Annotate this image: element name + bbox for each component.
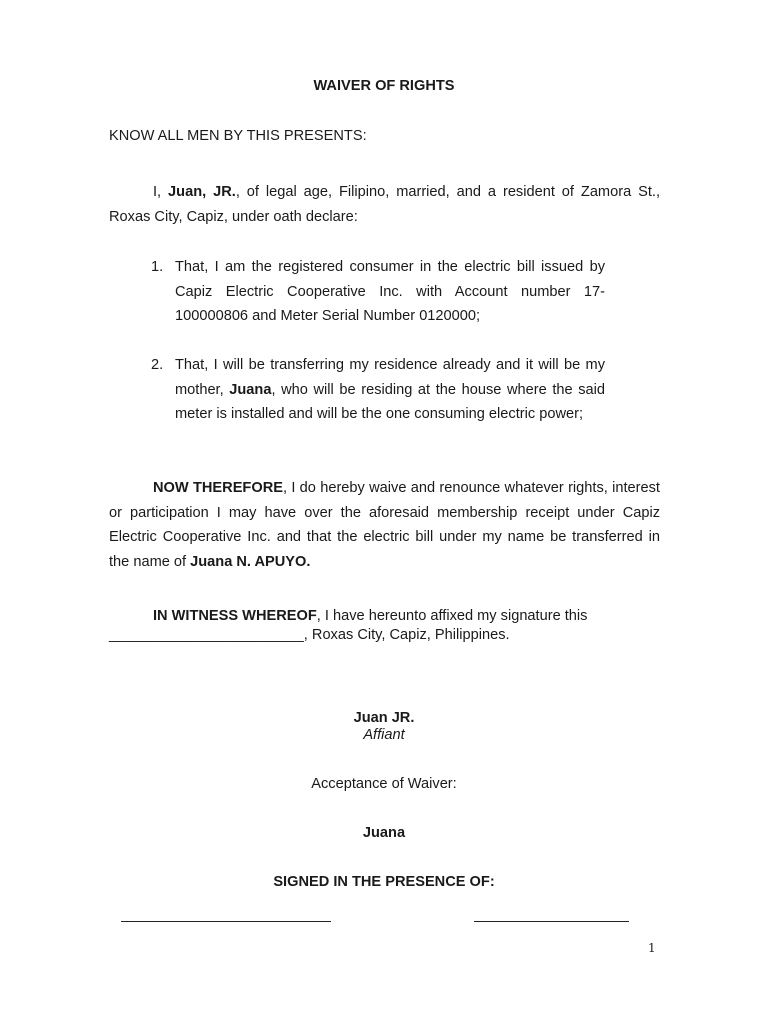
now-therefore-paragraph: [109, 476, 660, 574]
witness-signature-line-1: [121, 921, 331, 922]
date-blank: ________________________: [109, 627, 304, 643]
page-number: 1: [648, 941, 656, 955]
intro-pre: I,: [153, 184, 169, 200]
witness-place: , Roxas City, Capiz, Philippines.: [303, 627, 510, 643]
declarant-name: Juan, JR.: [168, 184, 236, 200]
intro-post: , of legal age, Filipino, married, and a resident of Zamora St., Roxas City, Capiz, under oath declare:: [109, 184, 661, 225]
now-therefore-lead: NOW THEREFORE: [153, 480, 283, 496]
intro-paragraph: [109, 180, 660, 229]
item-text-pre: That, I will be transferring my residence already and it will be my mother,: [175, 357, 605, 398]
witness-signature-line-2: [474, 921, 629, 922]
witness-paragraph: [109, 607, 660, 645]
item-number: 1.: [151, 259, 164, 275]
list-item-2: [151, 353, 605, 427]
affiant-label: Affiant: [363, 727, 405, 743]
now-therefore-text: , I do hereby waive and renounce whatever rights, interest or participation I may have over the aforesaid membership receipt under Capiz Electric Cooperative Inc. and that the electric bill under my name be transferred in the name of: [109, 480, 660, 570]
acceptance-label: Acceptance of Waiver:: [311, 776, 457, 792]
mother-name: Juana: [229, 381, 272, 398]
item-text: [175, 353, 605, 427]
document-title: WAIVER OF RIGHTS: [313, 78, 455, 94]
signed-presence-heading: SIGNED IN THE PRESENCE OF:: [273, 874, 495, 890]
acceptor-name: Juana: [362, 825, 406, 841]
item-number: 2.: [151, 357, 164, 373]
item-text-post: , who will be residing at the house where the said meter is installed and will be the one consuming electric power;: [175, 381, 605, 422]
affiant-name: Juan JR.: [353, 710, 415, 726]
transferee-name: Juana N. APUYO.: [190, 553, 311, 570]
salutation: KNOW ALL MEN BY THIS PRESENTS:: [109, 128, 367, 144]
witness-text: , I have hereunto affixed my signature this: [316, 608, 588, 624]
witness-lead: IN WITNESS WHEREOF: [153, 608, 317, 624]
item-text: That, I am the registered consumer in the electric bill issued by Capiz Electric Cooperative Inc. with Account number 17-100000806 and Meter Serial Number 0120000;: [175, 259, 605, 324]
list-item-1: [151, 255, 605, 329]
